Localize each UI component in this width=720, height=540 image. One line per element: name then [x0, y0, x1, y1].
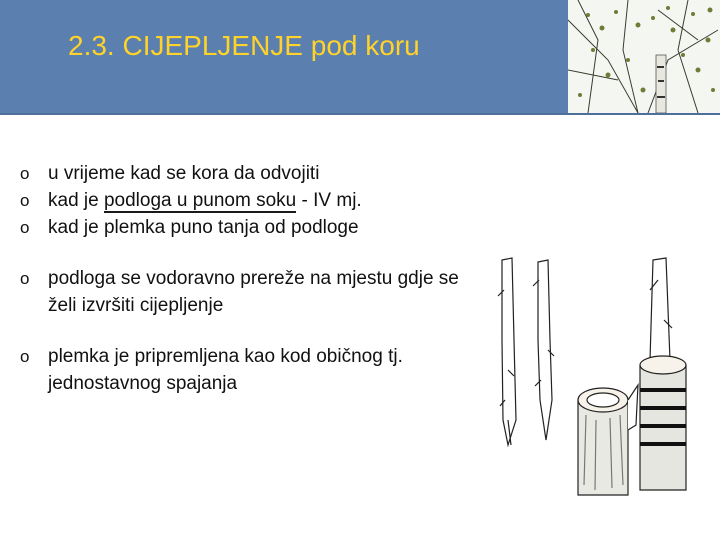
bullet-marker: o: [20, 191, 30, 210]
bullet-marker: o: [20, 218, 30, 237]
bullet-text: kad je plemka puno tanja od podloge: [48, 217, 359, 238]
bullet-item: [20, 265, 480, 319]
bullet-text-after: - IV mj.: [296, 190, 362, 211]
slide-header: [0, 0, 720, 113]
bullet-marker: o: [20, 164, 30, 183]
scion-drawing: [498, 258, 516, 445]
bullet-list: [20, 160, 480, 397]
bullet-text-before: kad je: [48, 190, 104, 211]
grafted-rootstock-drawing: [640, 258, 686, 490]
slide-title: 2.3. CIJEPLJENJE pod koru: [68, 30, 420, 61]
bullet-item: [20, 187, 480, 214]
scion-drawing: [533, 260, 554, 440]
bullet-text: podloga se vodoravno prereže na mjestu gdje se želi izvršiti cijepljenje: [48, 268, 459, 316]
grafting-illustration: [478, 250, 698, 510]
underlined-phrase: podloga u punom soku: [104, 187, 296, 214]
header-divider: [0, 113, 720, 115]
bullet-item: [20, 160, 480, 187]
bullet-item: [20, 343, 480, 397]
bullet-marker: o: [20, 347, 30, 366]
bullet-item: [20, 214, 480, 241]
bullet-text: u vrijeme kad se kora da odvojiti: [48, 163, 320, 184]
rootstock-drawing: [578, 385, 638, 495]
tree-branches-photo: [568, 0, 720, 113]
bullet-marker: o: [20, 269, 30, 288]
bullet-text: plemka je pripremljena kao kod običnog tj. jednostavnog spajanja: [48, 346, 403, 394]
